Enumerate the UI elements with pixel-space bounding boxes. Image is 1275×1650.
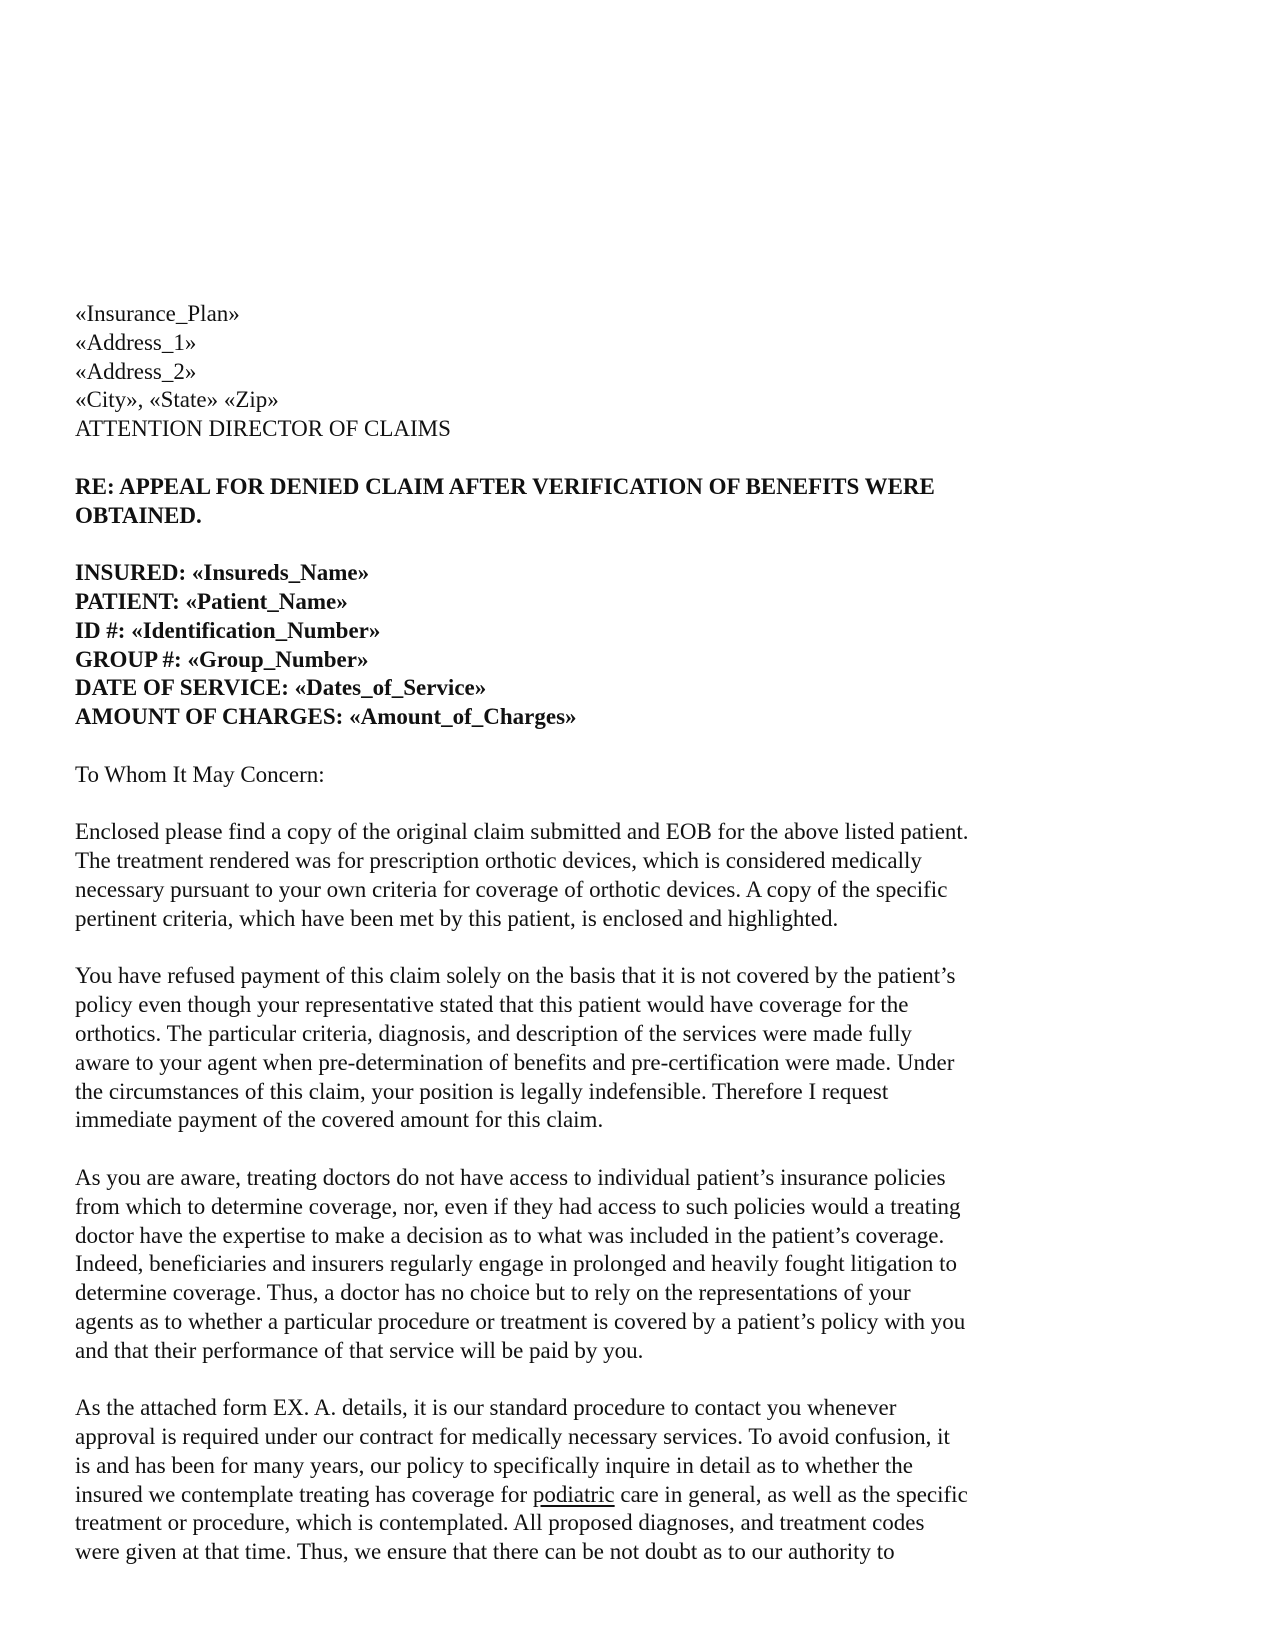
paragraph-line: immediate payment of the covered amount for this claim.: [75, 1107, 604, 1133]
podiatric-line-after: care in general, as well as the specific: [614, 1481, 968, 1507]
paragraph-line: Enclosed please find a copy of the original claim submitted and EOB for the above listed patient.: [75, 819, 969, 845]
address-2-line: «Address_2»: [75, 358, 197, 384]
claim-details: [75, 559, 1075, 732]
paragraph-enclosed-claim: [75, 818, 1075, 933]
spacer: [75, 1365, 1075, 1394]
letter-body: [75, 300, 1075, 1567]
spacer: [75, 934, 1075, 963]
date-of-service-line: DATE OF SERVICE: «Dates_of_Service»: [75, 675, 487, 701]
address-block: [75, 300, 1075, 444]
paragraph-line: As you are aware, treating doctors do not have access to individual patient’s insurance policies: [75, 1164, 946, 1190]
paragraph-line: agents as to whether a particular procedure or treatment is covered by a patient’s policy with you: [75, 1308, 966, 1334]
paragraph-line: Indeed, beneficiaries and insurers regularly engage in prolonged and heavily fought litigation to: [75, 1251, 958, 1277]
re-heading: [75, 473, 1075, 531]
spacer: [75, 1135, 1075, 1164]
paragraph-line: and that their performance of that service will be paid by you.: [75, 1337, 644, 1363]
paragraph-line: determine coverage. Thus, a doctor has no choice but to rely on the representations of your: [75, 1280, 911, 1306]
city-state-zip-line: «City», «State» «Zip»: [75, 387, 279, 413]
paragraph-line: the circumstances of this claim, your position is legally indefensible. Therefore I request: [75, 1078, 889, 1104]
spacer: [75, 444, 1075, 473]
paragraph-line: from which to determine coverage, nor, even if they had access to such policies would a treating: [75, 1193, 961, 1219]
paragraph-line: is and has been for many years, our policy to specifically inquire in detail as to whether the: [75, 1452, 913, 1478]
group-number-line: GROUP #: «Group_Number»: [75, 646, 369, 672]
paragraph-line: approval is required under our contract for medically necessary services. To avoid confusion, it: [75, 1424, 950, 1450]
paragraph-line: treatment or procedure, which is contemplated. All proposed diagnoses, and treatment codes: [75, 1510, 925, 1536]
paragraph-line: doctor have the expertise to make a decision as to what was included in the patient’s coverage.: [75, 1222, 945, 1248]
podiatric-line-before: insured we contemplate treating has coverage for: [75, 1481, 533, 1507]
insured-line: INSURED: «Insureds_Name»: [75, 560, 370, 586]
paragraph-treating-doctors: [75, 1164, 1075, 1366]
paragraph-line: orthotics. The particular criteria, diagnosis, and description of the services were made fully: [75, 1020, 912, 1046]
insurance-plan-line: «Insurance_Plan»: [75, 301, 240, 326]
paragraph-line: policy even though your representative stated that this patient would have coverage for the: [75, 992, 909, 1018]
address-1-line: «Address_1»: [75, 329, 197, 355]
id-number-line: ID #: «Identification_Number»: [75, 617, 381, 643]
patient-line: PATIENT: «Patient_Name»: [75, 588, 348, 614]
paragraph-line: were given at that time. Thus, we ensure that there can be not doubt as to our authority to: [75, 1539, 895, 1565]
paragraph-refused-payment: [75, 962, 1075, 1135]
podiatric-underlined-word: podiatric: [532, 1481, 615, 1507]
paragraph-line: The treatment rendered was for prescription orthotic devices, which is considered medically: [75, 848, 922, 874]
podiatric-care-line: [75, 1481, 1075, 1510]
spacer: [75, 732, 1075, 761]
paragraph-line: As the attached form EX. A. details, it is our standard procedure to contact you whenever: [75, 1395, 897, 1421]
paragraph-line: aware to your agent when pre-determination of benefits and pre-certification were made. Under: [75, 1049, 955, 1075]
attention-line: ATTENTION DIRECTOR OF CLAIMS: [75, 416, 451, 442]
re-heading-line: RE: APPEAL FOR DENIED CLAIM AFTER VERIFICATION OF BENEFITS WERE: [75, 473, 935, 499]
paragraph-line: pertinent criteria, which have been met by this patient, is enclosed and highlighted.: [75, 905, 839, 931]
spacer: [75, 530, 1075, 559]
paragraph-line: You have refused payment of this claim solely on the basis that it is not covered by the patient’s: [75, 963, 956, 989]
salutation: To Whom It May Concern:: [75, 761, 325, 787]
paragraph-line: necessary pursuant to your own criteria for coverage of orthotic devices. A copy of the specific: [75, 876, 948, 902]
amount-of-charges-line: AMOUNT OF CHARGES: «Amount_of_Charges»: [75, 704, 577, 730]
spacer: [75, 790, 1075, 819]
re-heading-line: OBTAINED.: [75, 502, 202, 528]
paragraph-standard-procedure: [75, 1394, 1075, 1567]
